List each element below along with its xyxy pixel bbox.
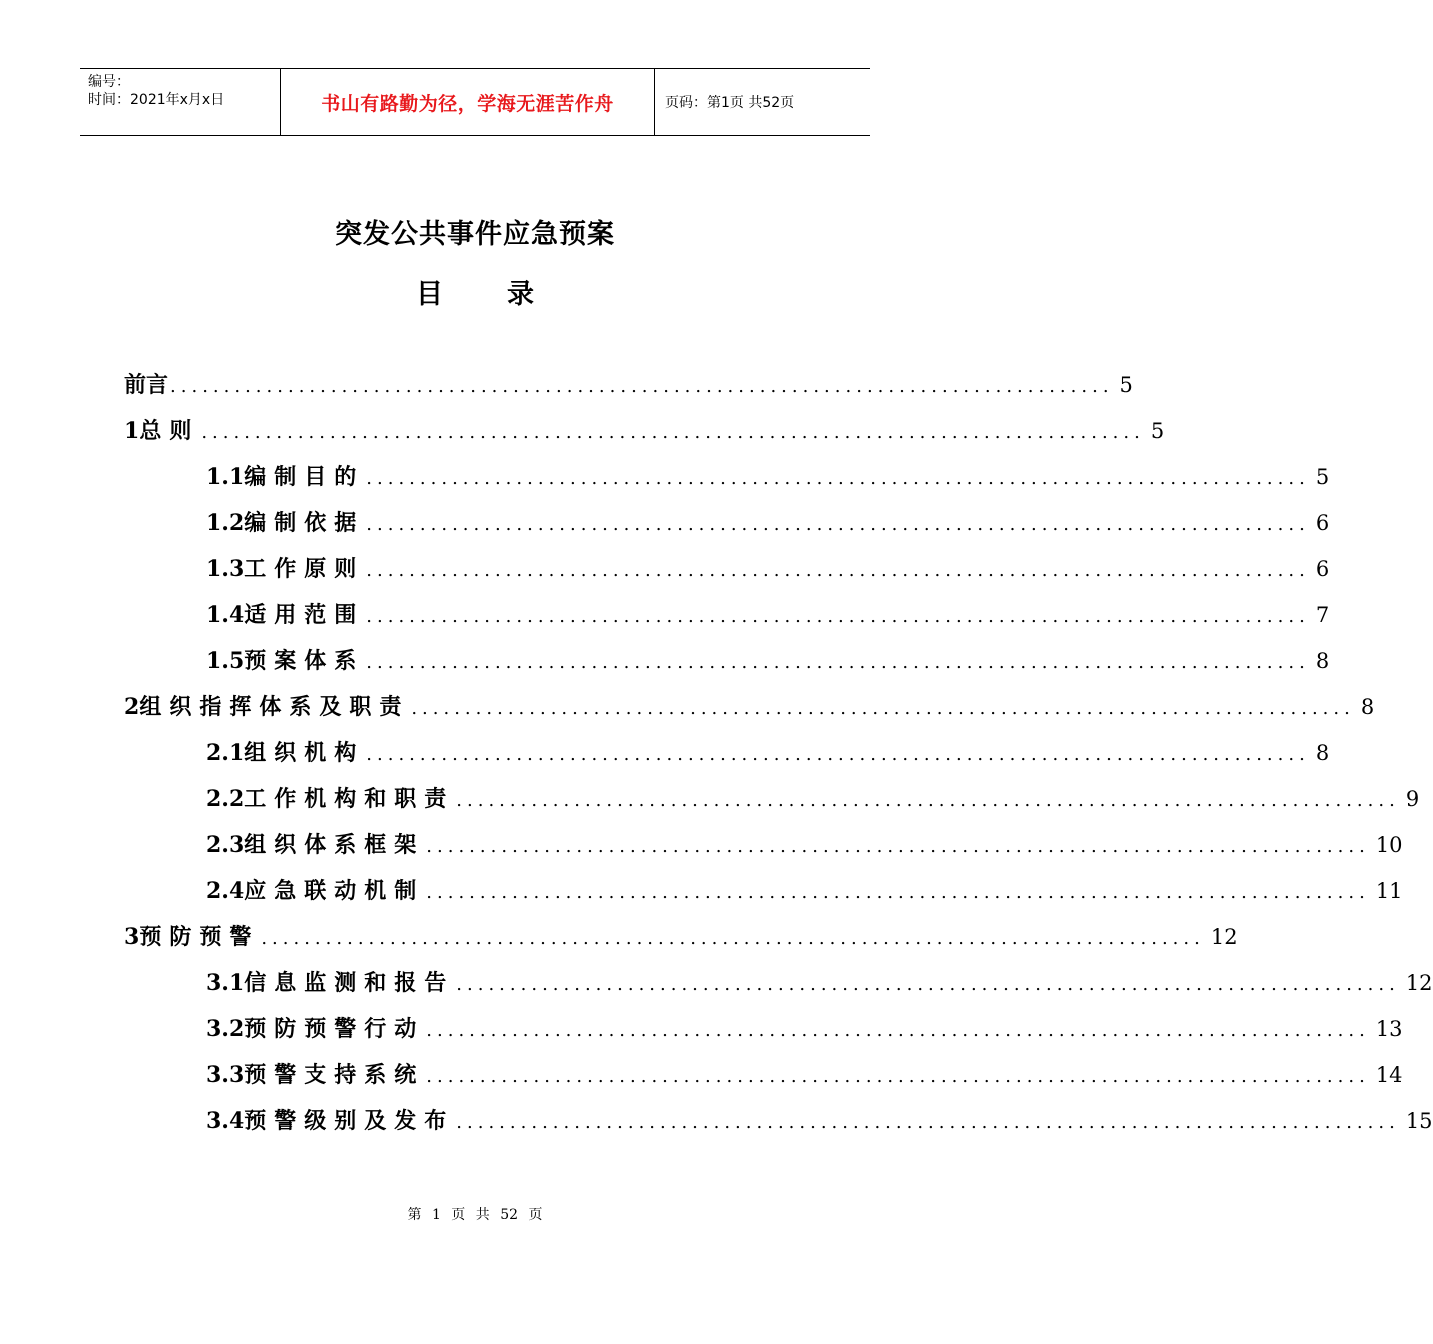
toc-entry-label: 预警级别及发布 <box>244 1108 455 1134</box>
toc-entry-label: 预防预警行动 <box>244 1016 425 1042</box>
toc-entry-label: 工作机构和职责 <box>244 786 455 812</box>
toc-entry-page: 10 <box>1375 833 1403 857</box>
toc-entry-page: 6 <box>1315 511 1330 535</box>
toc-entry[interactable] <box>206 966 1433 996</box>
header-page-info: 页码：第1页 共52页 <box>665 95 795 111</box>
header-motto: 书山有路勤为径，学海无涯苦作舟 <box>281 69 655 135</box>
toc-entry-page: 8 <box>1360 695 1375 719</box>
toc-dot-leader: ........................................................................................ <box>456 1112 1400 1133</box>
toc-entry[interactable] <box>206 828 1403 858</box>
toc-dot-leader: ........................................................................................ <box>426 1020 1370 1041</box>
toc-entry-label-2: 言 <box>146 372 169 398</box>
toc-entry-page: 5 <box>1315 465 1330 489</box>
date-line: 时间：2021年x月x日 <box>88 92 225 108</box>
toc-entry-page: 13 <box>1375 1017 1403 1041</box>
toc-entry-page: 15 <box>1405 1109 1433 1133</box>
toc-entry[interactable] <box>124 414 1165 444</box>
toc-heading <box>0 272 950 311</box>
toc-entry-page: 14 <box>1375 1063 1403 1087</box>
toc-dot-leader: ........................................................................................ <box>426 1066 1370 1087</box>
toc-dot-leader: ........................................................................................ <box>366 514 1310 535</box>
toc-entry[interactable] <box>206 1104 1433 1134</box>
toc-entry-number: 2 <box>124 694 140 720</box>
toc-entry-number: 2.1 <box>206 740 245 766</box>
toc-entry-page: 11 <box>1375 879 1403 903</box>
toc-entry-number: 1.2 <box>206 510 245 536</box>
toc-entry-page: 8 <box>1315 741 1330 765</box>
toc-dot-leader: ........................................................................................ <box>411 698 1355 719</box>
toc-entry-label: 组织机构 <box>244 740 365 766</box>
toc-entry-number: 1.3 <box>206 556 245 582</box>
toc-entry-label: 组织指挥体系及职责 <box>139 694 410 720</box>
toc-entry-number: 1.5 <box>206 648 245 674</box>
toc-dot-leader: ........................................................................................ <box>366 744 1310 765</box>
toc-entry-label: 总则 <box>139 418 200 444</box>
toc-entry-page: 6 <box>1315 557 1330 581</box>
toc-heading-char-1: 目 <box>416 279 443 310</box>
toc-dot-leader: ........................................................................................ <box>201 422 1145 443</box>
toc-heading-char-2: 录 <box>507 279 534 310</box>
toc-entry-number: 2.2 <box>206 786 245 812</box>
toc-entry-label: 前 <box>124 372 147 398</box>
toc-entry-page: 5 <box>1119 373 1133 397</box>
toc-entry-label: 预警支持系统 <box>244 1062 425 1088</box>
toc-entry-number: 2.3 <box>206 832 245 858</box>
toc-entry-number: 1.1 <box>206 464 245 490</box>
toc-entry-label: 信息监测和报告 <box>244 970 455 996</box>
toc-dot-leader: ........................................................................................ <box>366 560 1310 581</box>
toc-entry-page: 8 <box>1315 649 1330 673</box>
toc-dot-leader: ........................................................................................ <box>426 836 1370 857</box>
toc-entry-number: 1.4 <box>206 602 245 628</box>
page-header <box>80 68 870 136</box>
toc-entry-number: 3.3 <box>206 1062 245 1088</box>
toc-entry[interactable] <box>206 736 1330 766</box>
toc-entry-number: 3.1 <box>206 970 245 996</box>
toc-entry-page: 12 <box>1210 925 1238 949</box>
toc-entry-number: 1 <box>124 418 140 444</box>
toc-entry-label: 适用范围 <box>244 602 365 628</box>
toc-entry-page: 5 <box>1150 419 1165 443</box>
toc-entry-page: 12 <box>1405 971 1433 995</box>
toc-entry-number: 3 <box>124 924 140 950</box>
toc-entry[interactable] <box>206 644 1330 674</box>
toc-dot-leader: ........................................................................................ <box>366 468 1310 489</box>
toc-dot-leader: ........................................................................................ <box>170 376 1114 397</box>
toc-entry-number: 3.4 <box>206 1108 245 1134</box>
toc-entry-number: 2.4 <box>206 878 245 904</box>
toc-entry[interactable] <box>206 1012 1403 1042</box>
header-meta <box>80 69 281 135</box>
toc-entry-label: 工作原则 <box>244 556 365 582</box>
toc-entry-label: 应急联动机制 <box>244 878 425 904</box>
toc-entry[interactable] <box>206 782 1420 812</box>
toc-dot-leader: ........................................................................................ <box>456 974 1400 995</box>
toc-entry-label: 预案体系 <box>244 648 365 674</box>
toc-dot-leader: ........................................................................................ <box>261 928 1205 949</box>
toc-entry[interactable] <box>206 598 1330 628</box>
toc-dot-leader: ........................................................................................ <box>366 606 1310 627</box>
toc-entry[interactable] <box>124 920 1238 950</box>
page-footer: 第 1 页 共 52 页 <box>407 1207 543 1223</box>
toc-entry[interactable] <box>206 552 1330 582</box>
toc-entry-page: 7 <box>1315 603 1330 627</box>
toc-entry[interactable] <box>206 1058 1403 1088</box>
toc-entry-preface[interactable] <box>124 368 1133 398</box>
toc-dot-leader: ........................................................................................ <box>366 652 1310 673</box>
toc-entry-label: 编制依据 <box>244 510 365 536</box>
toc-entry[interactable] <box>206 460 1330 490</box>
toc-entry-page: 9 <box>1405 787 1420 811</box>
number-label: 编号： <box>88 74 130 90</box>
toc-entry-label: 预防预警 <box>139 924 260 950</box>
toc-dot-leader: ........................................................................................ <box>456 790 1400 811</box>
toc-entry-label: 组织体系框架 <box>244 832 425 858</box>
toc-dot-leader: ........................................................................................ <box>426 882 1370 903</box>
toc-entry[interactable] <box>124 690 1375 720</box>
toc-entry[interactable] <box>206 874 1403 904</box>
toc-entry-number: 3.2 <box>206 1016 245 1042</box>
document-title: 突发公共事件应急预案 <box>335 219 615 250</box>
toc-entry[interactable] <box>206 506 1330 536</box>
toc-entry-label: 编制目的 <box>244 464 365 490</box>
